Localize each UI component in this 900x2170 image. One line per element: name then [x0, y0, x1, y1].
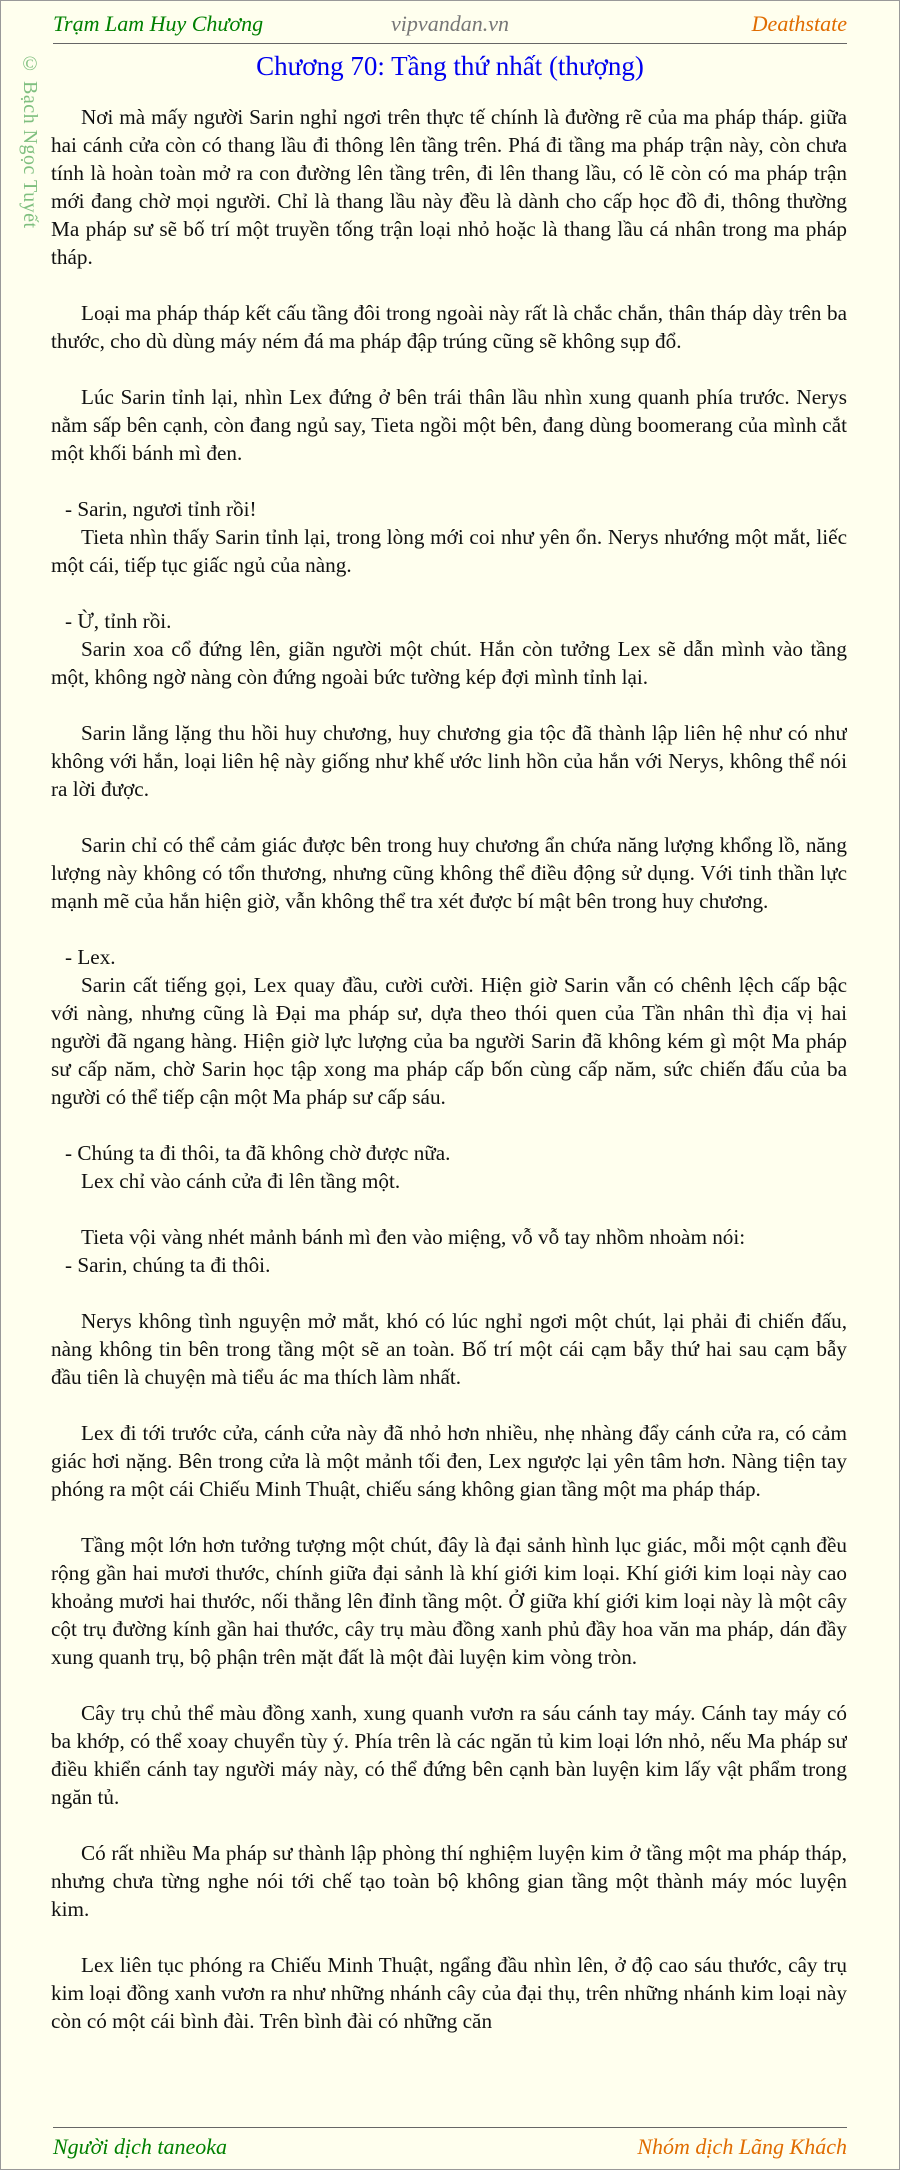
paragraph: Tieta nhìn thấy Sarin tỉnh lại, trong lòng mới coi như yên ổn. Nerys nhướng một mắt, liếc một cái, tiếp tục giấc ngủ của nàng.	[51, 525, 847, 577]
paragraph: Tieta vội vàng nhét mảnh bánh mì đen vào miệng, vỗ vỗ tay nhồm nhoàm nói:	[81, 1225, 746, 1249]
copyright-side-text: © Bạch Ngọc Tuyết	[19, 53, 41, 229]
page-footer	[53, 2127, 847, 2164]
paragraph: Lex chỉ vào cánh cửa đi lên tầng một.	[81, 1169, 401, 1193]
dialogue-line: - Sarin, ngươi tỉnh rồi!	[65, 497, 257, 521]
header-author: Deathstate	[751, 11, 847, 36]
chapter-body	[51, 103, 847, 2103]
header-website: vipvandan.vn	[391, 11, 509, 36]
paragraph: Nơi mà mấy người Sarin nghỉ ngơi trên thực tế chính là đường rẽ của ma pháp tháp. giữa hai cánh cửa còn có thang lầu đi thông lên tầng trên. Phá đi tầng ma pháp trận này, còn chưa tính là hoàn toàn mở ra con đường lên tầng trên, đi lên thang lầu, có lẽ còn có ma pháp trận mới đang chờ mọi người. Chỉ là thang lầu này đều là dành cho cấp học đồ đi, thông thường Ma pháp sư sẽ bố trí một truyền tống trận loại nhỏ hoặc là thang lầu cá nhân trong ma pháp tháp.	[51, 105, 847, 269]
paragraph: Tầng một lớn hơn tưởng tượng một chút, đây là đại sảnh hình lục giác, mỗi một cạnh đều rộng gần hai mươi thước, chính giữa đại sảnh là khí giới kim loại. Khí giới kim loại này cao khoảng mươi hai thước, nối thẳng lên đỉnh tầng một. Ở giữa khí giới kim loại này là một cây cột trụ đường kính gần hai thước, cây trụ màu đồng xanh phủ đầy hoa văn ma pháp, dán đầy xung quanh trụ, bộ phận trên mặt đất là một đài luyện kim vòng tròn.	[51, 1533, 847, 1669]
dialogue-line: - Ừ, tỉnh rồi.	[65, 609, 172, 633]
paragraph: Sarin lẳng lặng thu hồi huy chương, huy chương gia tộc đã thành lập liên hệ như có như không với hắn, loại liên hệ này giống như khế ước linh hồn của hắn với Nerys, không thể nói ra lời được.	[51, 721, 847, 801]
paragraph: Sarin cất tiếng gọi, Lex quay đầu, cười cười. Hiện giờ Sarin vẫn có chênh lệch cấp bậc với nàng, nhưng cũng là Đại ma pháp sư, dựa theo thói quen của Tần nhân thì địa vị hai người đã ngang hàng. Hiện giờ lực lượng của ba người Sarin đã không kém gì một Ma pháp sư cấp năm, chờ Sarin học tập xong ma pháp cấp bốn cùng cấp năm, sức chiến đấu của ba người có thể tiếp cận một Ma pháp sư cấp sáu.	[51, 973, 847, 1109]
paragraph: Sarin chỉ có thể cảm giác được bên trong huy chương ẩn chứa năng lượng khổng lồ, năng lượng này không có tổn thương, nhưng cũng không thể điều động sử dụng. Với tinh thần lực mạnh mẽ của hắn hiện giờ, vẫn không thể tra xét được bí mật bên trong huy chương.	[51, 833, 847, 913]
dialogue-line: - Chúng ta đi thôi, ta đã không chờ được nữa.	[65, 1141, 451, 1165]
paragraph: Cây trụ chủ thể màu đồng xanh, xung quanh vươn ra sáu cánh tay máy. Cánh tay máy có ba khớp, có thể xoay chuyển tùy ý. Phía trên là các ngăn tủ kim loại lớn nhỏ, nếu Ma pháp sư điều khiển cánh tay người máy này, có thể đứng bên cạnh bàn luyện kim lấy vật phẩm trong ngăn tủ.	[51, 1701, 847, 1809]
paragraph: Lúc Sarin tỉnh lại, nhìn Lex đứng ở bên trái thân lầu nhìn xung quanh phía trước. Nerys nằm sấp bên cạnh, còn đang ngủ say, Tieta ngồi một bên, đang dùng boomerang của mình cắt một khối bánh mì đen.	[51, 385, 847, 465]
paragraph: Sarin xoa cổ đứng lên, giãn người một chút. Hắn còn tưởng Lex sẽ dẫn mình vào tầng một, không ngờ nàng còn đứng ngoài bức tường kép đợi mình tỉnh lại.	[51, 637, 847, 689]
dialogue-line: - Sarin, chúng ta đi thôi.	[65, 1253, 271, 1277]
paragraph: Lex đi tới trước cửa, cánh cửa này đã nhỏ hơn nhiều, nhẹ nhàng đẩy cánh cửa ra, có cảm giác hơi nặng. Bên trong cửa là một mảnh tối đen, Lex ngược lại yên tâm hơn. Nàng tiện tay phóng ra một cái Chiếu Minh Thuật, chiếu sáng không gian tầng một ma pháp tháp.	[51, 1421, 847, 1501]
chapter-title: Chương 70: Tầng thứ nhất (thượng)	[256, 51, 644, 81]
paragraph: Nerys không tình nguyện mở mắt, khó có lúc nghỉ ngơi một chút, lại phải đi chiến đấu, nàng không tin bên trong tầng một sẽ an toàn. Bố trí một cái cạm bẫy thứ hai sau cạm bẫy đầu tiên là chuyện mà tiểu ác ma thích làm nhất.	[51, 1309, 847, 1389]
paragraph: Loại ma pháp tháp kết cấu tầng đôi trong ngoài này rất là chắc chắn, thân tháp dày trên ba thước, cho dù dùng máy ném đá ma pháp đập trúng cũng sẽ không sụp đổ.	[51, 301, 847, 353]
footer-translation-group: Nhóm dịch Lãng Khách	[637, 2134, 847, 2159]
paragraph: Lex liên tục phóng ra Chiếu Minh Thuật, ngẩng đầu nhìn lên, ở độ cao sáu thước, cây trụ kim loại đồng xanh vươn ra như những nhánh cây của đại thụ, trên những nhánh kim loại này còn có một cái bình đài. Trên bình đài có những căn	[51, 1953, 847, 2033]
header-book-title: Trạm Lam Huy Chương	[53, 11, 264, 36]
footer-translator: Người dịch taneoka	[53, 2134, 228, 2159]
page-header	[53, 7, 847, 44]
dialogue-line: - Lex.	[65, 945, 116, 969]
paragraph: Có rất nhiều Ma pháp sư thành lập phòng thí nghiệm luyện kim ở tầng một ma pháp tháp, nhưng chưa từng nghe nói tới chế tạo toàn bộ không gian tầng một thành máy móc luyện kim.	[51, 1841, 847, 1921]
